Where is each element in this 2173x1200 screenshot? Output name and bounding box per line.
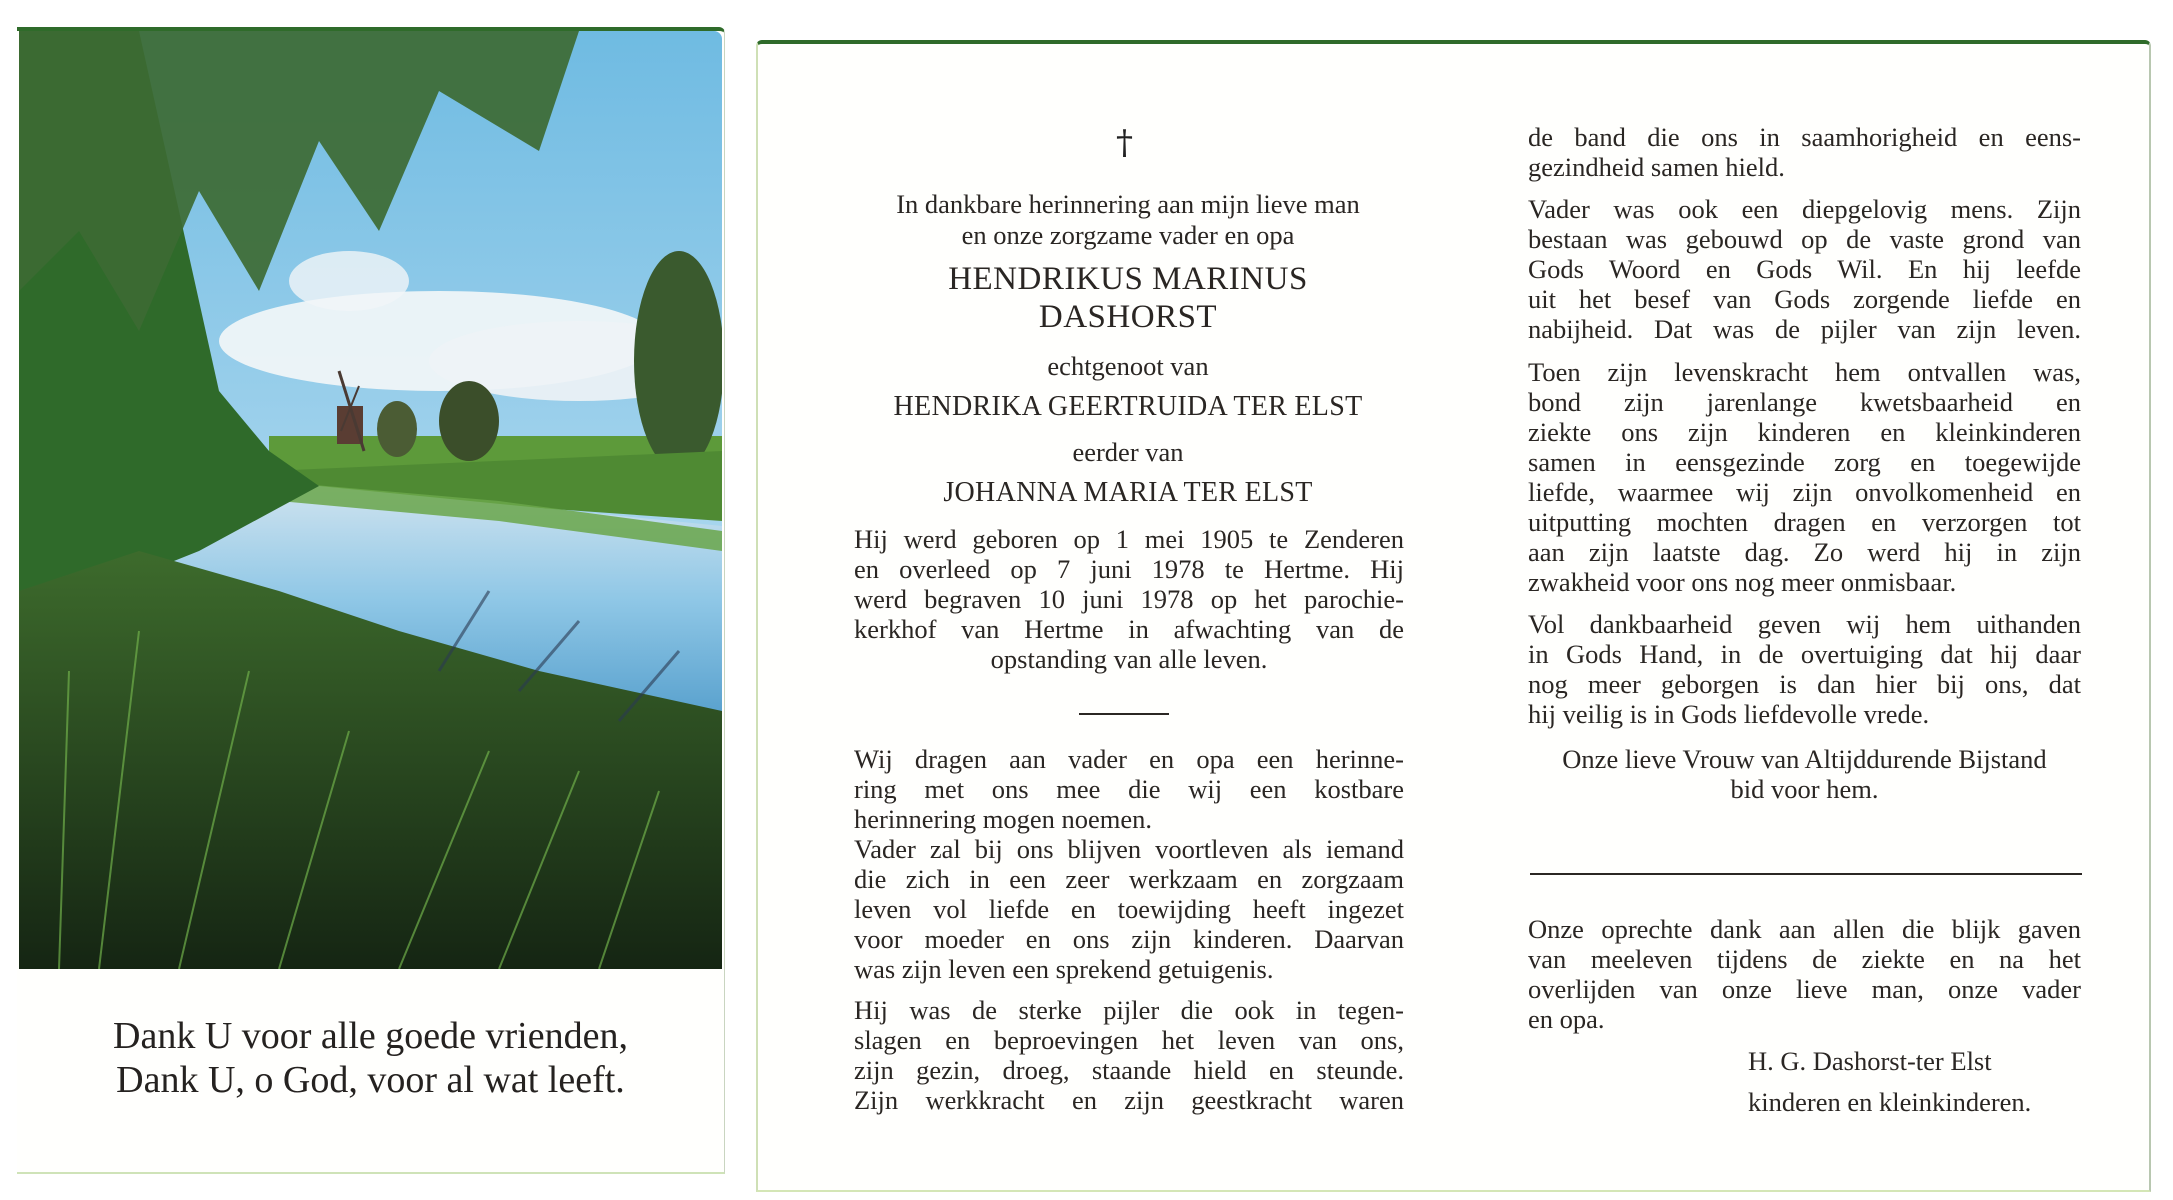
right-card-inside bbox=[756, 40, 2151, 1192]
gratitude-line: nog meer geborgen is dan hier bij ons, dat bbox=[1528, 669, 2081, 699]
pillar-line: Hij was de sterke pijler die ook in tegen- bbox=[854, 995, 1404, 1025]
gratitude-line: Vol dankbaarheid geven wij hem uithanden bbox=[1528, 609, 2081, 639]
illness-line: samen in eensgezinde zorg en toegewijde bbox=[1528, 447, 2081, 477]
spouse-label: echtgenoot van bbox=[1047, 351, 1209, 381]
short-divider bbox=[1079, 713, 1169, 715]
illness-line: aan zijn laatste dag. Zo werd hij in zijn bbox=[1528, 537, 2081, 567]
faith-line: bestaan was gebouwd op de vaste grond van bbox=[1528, 224, 2081, 254]
faith-line: Vader was ook een diepgelovig mens. Zijn bbox=[1528, 194, 2081, 224]
faith-line: uit het besef van Gods zorgende liefde en bbox=[1528, 284, 2081, 314]
intro-line-2: en onze zorgzame vader en opa bbox=[961, 220, 1295, 250]
tree bbox=[634, 251, 722, 471]
band-line: de band die ons in saamhorigheid en eens- bbox=[1528, 122, 2081, 152]
canal-windmill-illustration bbox=[19, 31, 722, 969]
illness-line: zwakheid voor ons nog meer onmisbaar. bbox=[1528, 567, 1957, 597]
thanks-line: overlijden van onze lieve man, onze vader bbox=[1528, 974, 2081, 1004]
pillar-line: zijn gezin, droeg, staande hield en steunde. bbox=[854, 1055, 1404, 1085]
illness-line: liefde, waarmee wij zijn onvolkomenheid en bbox=[1528, 477, 2081, 507]
life-dates-line: werd begraven 10 juni 1978 op het parochie- bbox=[854, 584, 1404, 614]
left-card-front bbox=[17, 27, 725, 1174]
memory-line: Wij dragen aan vader en opa een herinne- bbox=[854, 744, 1404, 774]
thanks-line: en opa. bbox=[1528, 1004, 1605, 1034]
memory-line: herinnering mogen noemen. bbox=[854, 804, 1153, 834]
deceased-name-line-2: DASHORST bbox=[1038, 299, 1218, 335]
life-dates-line: opstanding van alle leven. bbox=[990, 644, 1268, 674]
pillar-line: Zijn werkkracht en zijn geestkracht waren bbox=[854, 1085, 1404, 1115]
thanks-line: Onze oprechte dank aan allen die blijk gaven bbox=[1528, 914, 2081, 944]
gratitude-line: in Gods Hand, in de overtuiging dat hij daar bbox=[1528, 639, 2081, 669]
landscape-photo bbox=[19, 31, 722, 969]
latin-cross-icon: † bbox=[1116, 123, 1133, 163]
signature-family: kinderen en kleinkinderen. bbox=[1748, 1087, 2032, 1117]
gratitude-line: hij veilig is in Gods liefdevolle vrede. bbox=[1528, 699, 1930, 729]
prayer-line-2: bid voor hem. bbox=[1730, 774, 1879, 804]
life-dates-line: kerkhof van Hertme in afwachting van de bbox=[854, 614, 1404, 644]
illness-line: uitputting mochten dragen en verzorgen tot bbox=[1528, 507, 2081, 537]
life-dates-line: Hij werd geboren op 1 mei 1905 te Zenderen bbox=[854, 524, 1404, 554]
deceased-name-line-1: HENDRIKUS MARINUS bbox=[948, 261, 1308, 297]
tree bbox=[377, 401, 417, 457]
life-dates-line: en overleed op 7 juni 1978 te Hertme. Hij bbox=[854, 554, 1404, 584]
caption-line-2: Dank U, o God, voor al wat leeft. bbox=[116, 1059, 625, 1101]
intro-line-1: In dankbare herinnering aan mijn lieve man bbox=[896, 189, 1360, 219]
memory-line: leven vol liefde en toewijding heeft ingezet bbox=[854, 894, 1404, 924]
former-spouse-label: eerder van bbox=[1072, 437, 1184, 467]
illness-line: ziekte ons zijn kinderen en kleinkinderen bbox=[1528, 417, 2081, 447]
tree bbox=[439, 381, 499, 461]
cloud bbox=[289, 251, 409, 311]
faith-line: Gods Woord en Gods Wil. En hij leefde bbox=[1528, 254, 2081, 284]
memory-line: was zijn leven een sprekend getuigenis. bbox=[854, 954, 1274, 984]
thanks-line: van meeleven tijdens de ziekte en na het bbox=[1528, 944, 2081, 974]
long-divider bbox=[1530, 873, 2082, 875]
memory-line: Vader zal bij ons blijven voortleven als iemand bbox=[854, 834, 1404, 864]
memory-line: voor moeder en ons zijn kinderen. Daarvan bbox=[854, 924, 1404, 954]
faith-line: nabijheid. Dat was de pijler van zijn leven. bbox=[1528, 314, 2081, 344]
spouse-name: HENDRIKA GEERTRUIDA TER ELST bbox=[893, 391, 1363, 422]
signature-name: H. G. Dashorst-ter Elst bbox=[1748, 1046, 1992, 1076]
band-line: gezindheid samen hield. bbox=[1528, 152, 1785, 182]
illness-line: Toen zijn levenskracht hem ontvallen was, bbox=[1528, 357, 2081, 387]
prayer-line-1: Onze lieve Vrouw van Altijddurende Bijstand bbox=[1562, 744, 2047, 774]
memory-line: ring met ons mee die wij een kostbare bbox=[854, 774, 1404, 804]
caption-line-1: Dank U voor alle goede vrienden, bbox=[113, 1015, 628, 1057]
former-spouse-name: JOHANNA MARIA TER ELST bbox=[943, 477, 1313, 508]
memory-line: die zich in een zeer werkzaam en zorgzaam bbox=[854, 864, 1404, 894]
illness-line: bond zijn jarenlange kwetsbaarheid en bbox=[1528, 387, 2081, 417]
pillar-line: slagen en beproevingen het leven van ons, bbox=[854, 1025, 1404, 1055]
